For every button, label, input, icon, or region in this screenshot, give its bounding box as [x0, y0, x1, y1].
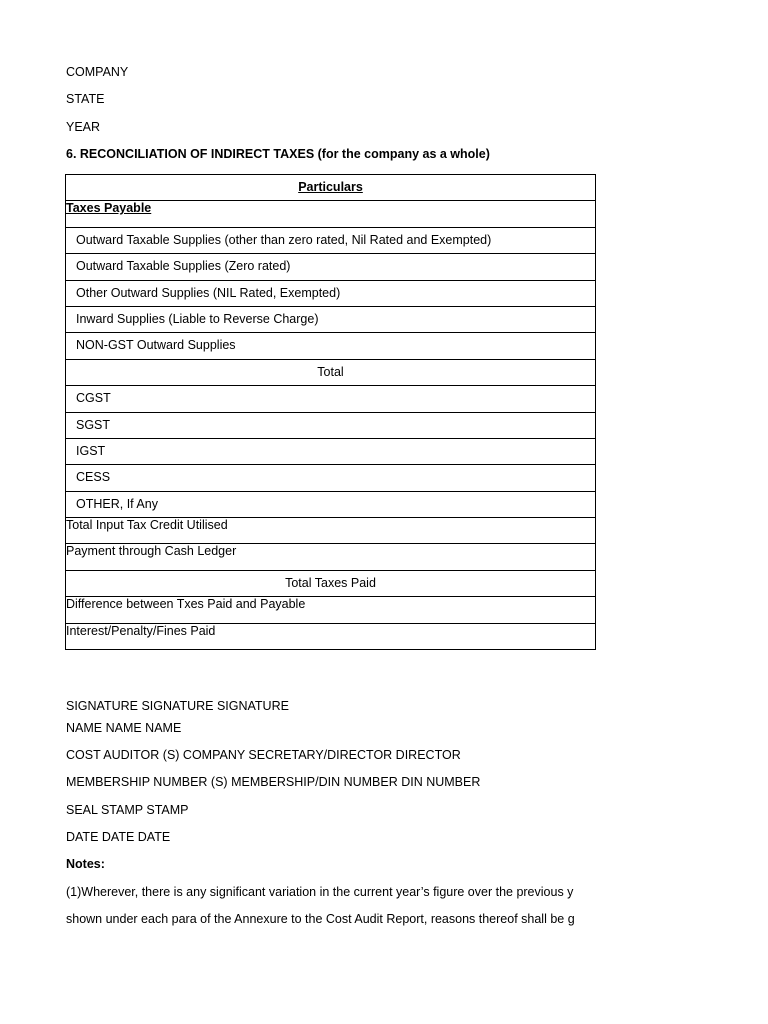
table-cell: Taxes Payable [66, 201, 596, 227]
table-cell: Total Input Tax Credit Utilised [66, 518, 596, 544]
table-cell: Other Outward Supplies (NIL Rated, Exempted) [66, 280, 596, 306]
table-cell: Inward Supplies (Liable to Reverse Charge) [66, 306, 596, 332]
table-row [66, 280, 596, 306]
table-row [66, 518, 596, 544]
table-row [66, 201, 596, 227]
table-header-row [66, 175, 596, 201]
table-cell: OTHER, If Any [66, 491, 596, 517]
table-row [66, 465, 596, 491]
signature-line: SIGNATURE SIGNATURE SIGNATURE [66, 699, 289, 713]
table-row [66, 623, 596, 649]
table-cell: NON-GST Outward Supplies [66, 333, 596, 359]
table-row [66, 227, 596, 253]
seal-line: SEAL STAMP STAMP [66, 803, 189, 817]
table-row [66, 386, 596, 412]
table-cell: CESS [66, 465, 596, 491]
state-label: STATE [66, 92, 105, 106]
table-row [66, 306, 596, 332]
table-row [66, 438, 596, 464]
table-row [66, 491, 596, 517]
table-cell: Difference between Txes Paid and Payable [66, 597, 596, 623]
table-cell: Outward Taxable Supplies (Zero rated) [66, 254, 596, 280]
table-cell: Total [66, 359, 596, 385]
date-line: DATE DATE DATE [66, 830, 171, 844]
notes-line-2: shown under each para of the Annexure to the Cost Audit Report, reasons thereof shall be g [66, 912, 575, 926]
table-cell: SGST [66, 412, 596, 438]
name-line: NAME NAME NAME [66, 721, 182, 735]
table-row [66, 544, 596, 570]
particulars-header: Particulars [66, 175, 596, 201]
table-cell: CGST [66, 386, 596, 412]
table-cell: Interest/Penalty/Fines Paid [66, 623, 596, 649]
reconciliation-table [65, 174, 596, 650]
table-row [66, 333, 596, 359]
table-row [66, 412, 596, 438]
membership-line: MEMBERSHIP NUMBER (S) MEMBERSHIP/DIN NUMBER DIN NUMBER [66, 775, 481, 789]
notes-heading: Notes: [66, 857, 105, 871]
table-cell: Payment through Cash Ledger [66, 544, 596, 570]
table-cell: Outward Taxable Supplies (other than zero rated, Nil Rated and Exempted) [66, 227, 596, 253]
table-row [66, 597, 596, 623]
section-title: 6. RECONCILIATION OF INDIRECT TAXES (for the company as a whole) [66, 147, 490, 161]
company-label: COMPANY [66, 65, 129, 79]
table-cell: Total Taxes Paid [66, 570, 596, 596]
table-row [66, 254, 596, 280]
table-row [66, 359, 596, 385]
table-row [66, 570, 596, 596]
notes-line-1: (1)Wherever, there is any significant variation in the current year’s figure over the previous y [66, 885, 574, 899]
year-label: YEAR [66, 120, 101, 134]
table-cell: IGST [66, 438, 596, 464]
role-line: COST AUDITOR (S) COMPANY SECRETARY/DIRECTOR DIRECTOR [66, 748, 461, 762]
